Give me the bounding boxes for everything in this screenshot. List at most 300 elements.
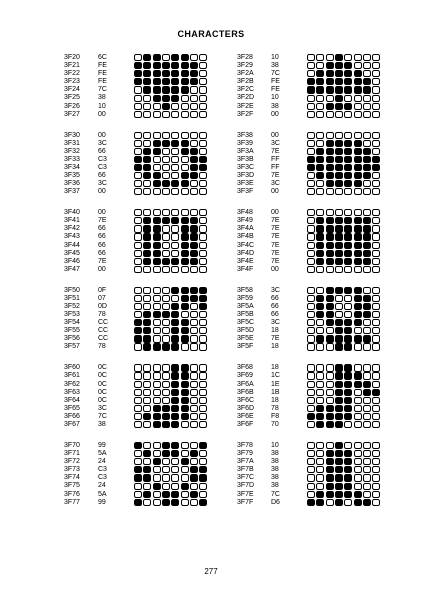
pixel-on [307,86,315,93]
byte-row [64,397,122,405]
hex-value: FE [271,86,280,94]
pixel-off [372,225,380,232]
pixel-off [181,421,189,428]
byte-row [237,188,295,196]
pixel-on [143,242,151,249]
pixel-off [372,364,380,371]
address: 3F28 [237,54,253,61]
pixel-off [372,148,380,155]
pixel-on [363,311,371,318]
pixel-on [181,54,189,61]
address: 3F6C [237,396,255,404]
byte-row [64,172,122,180]
hex-value: 00 [98,265,106,273]
pixel-on [190,466,198,473]
pixel-on [326,250,334,257]
pixel-off [199,413,207,420]
pixel-on [354,172,362,179]
pixel-on [316,405,324,412]
address: 3F3A [237,147,254,155]
pixel-on [344,405,352,412]
pixel-on [153,413,161,420]
pixel-on [326,148,334,155]
pixel-off [171,266,179,273]
address: 3F71 [64,450,80,458]
address: 3F2C [237,86,255,94]
pixel-on [344,335,352,342]
byte-row [64,458,122,466]
pixel-off [354,483,362,490]
pixel-off [307,405,315,412]
hex-value: 7E [271,217,280,225]
pixel-off [134,86,142,93]
pixel-on [335,327,343,334]
pixel-off [181,491,189,498]
byte-row [64,474,122,482]
pixel-off [199,483,207,490]
pixel-on [181,148,189,155]
pixel-off [316,103,324,110]
pixel-off [316,327,324,334]
pixel-on [363,295,371,302]
pixel-on [143,319,151,326]
pixel-on [335,233,343,240]
pixel-off [307,132,315,139]
pixel-on [316,225,324,232]
pixel-on [354,233,362,240]
pixel-on [326,450,334,457]
pixel-off [190,180,198,187]
pixel-off [162,287,170,294]
address: 3F47 [64,265,80,273]
pixel-off [134,250,142,257]
pixel-off [372,372,380,379]
hex-value: FF [271,163,280,171]
pixel-on [190,148,198,155]
pixel-off [171,250,179,257]
pixel-off [143,381,151,388]
pixel-off [162,132,170,139]
pixel-off [307,364,315,371]
byte-row [237,421,295,429]
pixel-off [363,327,371,334]
address: 3F66 [64,412,80,420]
pixel-off [372,327,380,334]
pixel-off [181,311,189,318]
pixel-on [181,381,189,388]
pixel-off [307,335,315,342]
pixel-off [134,458,142,465]
pixel-off [372,295,380,302]
pixel-on [354,78,362,85]
pixel-off [181,466,189,473]
pixel-on [354,372,362,379]
pixel-on [354,225,362,232]
pixel-off [372,303,380,310]
pixel-on [162,311,170,318]
hex-value: CC [98,319,109,327]
pixel-off [363,364,371,371]
pixel-off [171,156,179,163]
pixel-off [134,343,142,350]
byte-row [64,450,122,458]
byte-row [64,62,122,70]
pixel-on [335,413,343,420]
dot-matrix-grid [307,442,382,507]
pixel-on [181,70,189,77]
pixel-on [181,233,189,240]
pixel-on [181,413,189,420]
pixel-off [199,250,207,257]
pixel-off [307,95,315,102]
pixel-on [354,86,362,93]
pixel-off [181,442,189,449]
pixel-off [372,188,380,195]
pixel-off [307,311,315,318]
hex-value: 7E [98,217,107,225]
pixel-off [181,474,189,481]
address: 3F30 [64,131,80,139]
pixel-on [143,466,151,473]
address: 3F77 [64,498,80,506]
address: 3F72 [64,458,80,466]
pixel-on [354,287,362,294]
pixel-off [372,233,380,240]
pixel-off [134,258,142,265]
hex-value: 5A [98,490,107,498]
pixel-on [335,217,343,224]
pixel-off [354,405,362,412]
pixel-on [335,180,343,187]
hex-value: 3C [271,180,280,188]
pixel-off [354,111,362,118]
pixel-off [326,389,334,396]
pixel-off [171,483,179,490]
pixel-on [344,258,352,265]
pixel-on [143,172,151,179]
pixel-on [171,78,179,85]
pixel-on [354,70,362,77]
byte-row [237,381,295,389]
pixel-off [354,209,362,216]
byte-row [64,327,122,335]
pixel-off [134,364,142,371]
byte-row [64,111,122,119]
hex-value: 99 [98,498,106,506]
pixel-on [171,413,179,420]
pixel-off [153,499,161,506]
address: 3F26 [64,102,80,110]
byte-row [237,140,295,148]
pixel-on [153,78,161,85]
pixel-off [316,140,324,147]
pixel-off [363,95,371,102]
pixel-off [326,397,334,404]
pixel-off [363,413,371,420]
pixel-off [316,372,324,379]
character-block [64,287,240,364]
pixel-off [190,86,198,93]
address: 3F36 [64,180,80,188]
pixel-on [199,164,207,171]
pixel-off [363,70,371,77]
pixel-off [372,491,380,498]
pixel-off [363,209,371,216]
pixel-on [335,287,343,294]
pixel-off [326,372,334,379]
pixel-on [363,303,371,310]
pixel-on [344,242,352,249]
address: 3F4C [237,241,255,249]
hex-value: D6 [271,498,280,506]
hex-value: 18 [271,396,279,404]
pixel-on [153,148,161,155]
pixel-off [134,172,142,179]
pixel-on [134,499,142,506]
pixel-off [162,225,170,232]
address: 3F7F [237,498,254,506]
byte-row [64,335,122,343]
pixel-off [162,397,170,404]
character-block [64,442,240,519]
pixel-off [307,491,315,498]
hex-value: 18 [271,343,279,351]
pixel-off [307,111,315,118]
pixel-on [363,148,371,155]
address: 3F24 [64,86,80,94]
pixel-off [134,111,142,118]
byte-row [237,111,295,119]
pixel-off [344,95,352,102]
hex-value: 0C [98,396,107,404]
pixel-off [153,156,161,163]
pixel-off [199,70,207,77]
pixel-on [335,140,343,147]
pixel-on [354,156,362,163]
hex-value: C3 [98,155,107,163]
pixel-on [344,140,352,147]
pixel-on [335,458,343,465]
pixel-off [153,287,161,294]
pixel-off [307,389,315,396]
pixel-off [153,303,161,310]
pixel-on [354,303,362,310]
hex-value: FE [271,78,280,86]
pixel-on [190,474,198,481]
pixel-on [335,372,343,379]
pixel-on [326,458,334,465]
hex-value: 18 [271,364,279,372]
character-block [237,287,413,364]
hex-value: 66 [271,302,279,310]
pixel-off [326,381,334,388]
pixel-off [162,327,170,334]
byte-row [64,364,122,372]
pixel-off [372,111,380,118]
pixel-off [153,111,161,118]
pixel-on [181,458,189,465]
pixel-off [143,209,151,216]
pixel-off [199,458,207,465]
pixel-off [316,450,324,457]
hex-value: F8 [271,412,280,420]
pixel-off [143,458,151,465]
hex-value: 66 [98,172,106,180]
hex-value: 38 [98,421,106,429]
hex-value: 0C [98,372,107,380]
pixel-on [171,62,179,69]
pixel-off [171,132,179,139]
pixel-on [354,491,362,498]
pixel-on [316,78,324,85]
pixel-on [316,413,324,420]
byte-row [64,164,122,172]
pixel-off [335,111,343,118]
pixel-on [171,327,179,334]
pixel-on [143,62,151,69]
pixel-off [344,111,352,118]
pixel-on [316,421,324,428]
pixel-on [171,335,179,342]
pixel-off [372,343,380,350]
address: 3F25 [64,94,80,102]
byte-row [237,303,295,311]
address: 3F60 [64,364,80,372]
hex-value: 00 [98,209,106,217]
pixel-off [316,442,324,449]
pixel-on [326,180,334,187]
hex-value: 7E [271,225,280,233]
byte-row [237,482,295,490]
pixel-off [199,78,207,85]
pixel-on [134,442,142,449]
byte-row [237,164,295,172]
pixel-on [316,86,324,93]
byte-row [237,54,295,62]
pixel-on [190,70,198,77]
hex-value: 7E [271,172,280,180]
pixel-on [190,491,198,498]
pixel-on [344,86,352,93]
pixel-off [199,335,207,342]
pixel-off [354,474,362,481]
address: 3F2B [237,78,254,86]
pixel-off [134,450,142,457]
pixel-off [363,188,371,195]
address: 3F7B [237,466,254,474]
address: 3F23 [64,78,80,86]
byte-row [64,466,122,474]
pixel-on [181,327,189,334]
pixel-off [335,266,343,273]
pixel-on [162,86,170,93]
pixel-off [190,132,198,139]
pixel-off [372,180,380,187]
hex-value: 38 [271,458,279,466]
pixel-on [344,78,352,85]
pixel-off [326,343,334,350]
byte-row [64,499,122,507]
pixel-off [153,132,161,139]
pixel-on [344,156,352,163]
pixel-on [171,450,179,457]
address: 3F35 [64,172,80,180]
hex-value: 3C [271,139,280,147]
pixel-on [326,491,334,498]
pixel-off [153,319,161,326]
pixel-off [190,458,198,465]
hex-value: 7E [271,335,280,343]
pixel-off [143,132,151,139]
character-block [237,132,413,209]
pixel-on [171,405,179,412]
pixel-on [363,250,371,257]
pixel-off [344,54,352,61]
pixel-off [326,364,334,371]
address: 3F61 [64,372,80,380]
byte-list [237,364,295,429]
pixel-on [134,78,142,85]
pixel-off [335,303,343,310]
pixel-on [171,54,179,61]
pixel-off [372,140,380,147]
pixel-on [354,381,362,388]
pixel-on [134,319,142,326]
pixel-off [326,209,334,216]
pixel-off [307,483,315,490]
pixel-off [316,319,324,326]
pixel-on [143,233,151,240]
pixel-on [171,95,179,102]
byte-row [237,172,295,180]
pixel-on [335,397,343,404]
pixel-off [181,164,189,171]
pixel-on [344,62,352,69]
pixel-on [316,70,324,77]
pixel-off [171,172,179,179]
pixel-on [335,242,343,249]
pixel-off [134,148,142,155]
hex-value: FF [271,155,280,163]
pixel-off [199,242,207,249]
byte-row [237,311,295,319]
pixel-off [372,86,380,93]
pixel-off [372,442,380,449]
byte-row [237,450,295,458]
pixel-off [153,364,161,371]
address: 3F33 [64,155,80,163]
address: 3F34 [64,163,80,171]
pixel-on [190,172,198,179]
pixel-on [363,86,371,93]
byte-row [64,482,122,490]
byte-row [237,327,295,335]
pixel-off [307,217,315,224]
pixel-on [363,172,371,179]
pixel-off [307,266,315,273]
dot-matrix-grid [134,209,209,274]
hex-value: 1E [271,380,280,388]
pixel-on [190,250,198,257]
pixel-on [326,295,334,302]
pixel-on [171,70,179,77]
pixel-off [181,209,189,216]
pixel-on [153,311,161,318]
address: 3F4A [237,225,254,233]
pixel-off [190,319,198,326]
byte-row [64,287,122,295]
byte-row [64,140,122,148]
